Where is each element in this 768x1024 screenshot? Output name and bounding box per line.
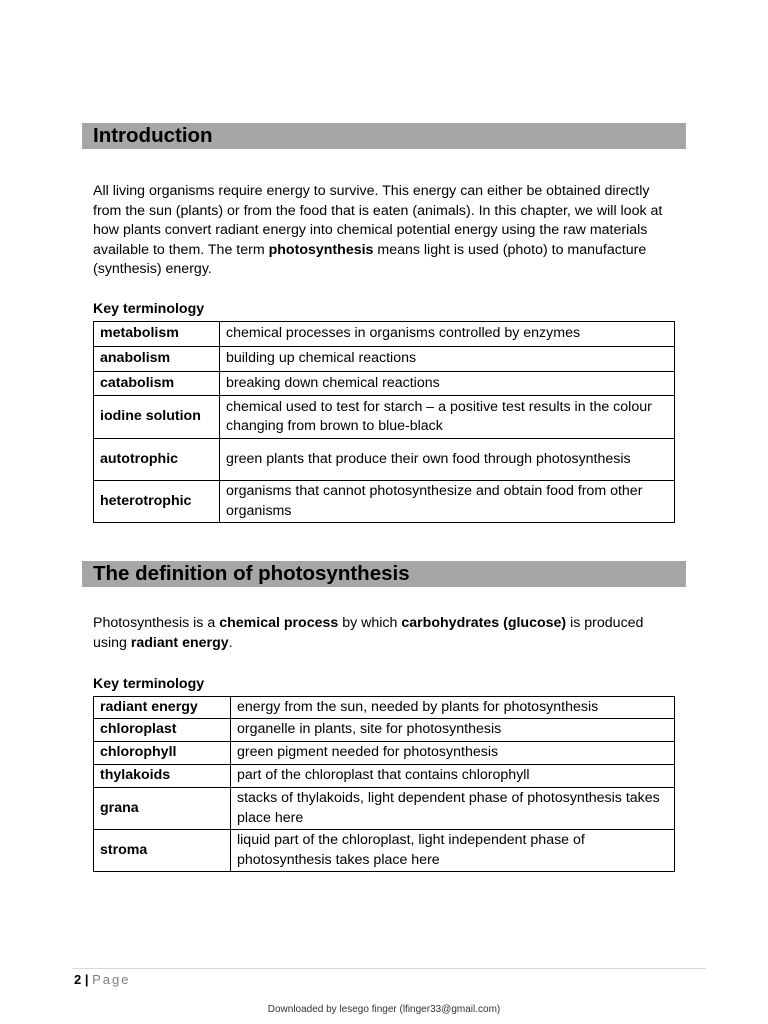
definition-bold-term: chemical process xyxy=(219,615,339,631)
definition-text: is produced using xyxy=(93,615,644,651)
definition-text: . xyxy=(228,634,233,651)
term-cell: stroma xyxy=(94,830,231,872)
term-cell: metabolism xyxy=(94,322,220,347)
intro-paragraph xyxy=(93,182,677,280)
table-row xyxy=(94,765,675,788)
definition-cell: green plants that produce their own food through photosynthesis xyxy=(220,439,675,481)
table-row xyxy=(94,347,675,372)
definition-cell: building up chemical reactions xyxy=(220,347,675,372)
table-row xyxy=(94,481,675,523)
term-cell: catabolism xyxy=(94,372,220,396)
key-terminology-table xyxy=(93,321,675,523)
key-terminology-label: Key terminology xyxy=(93,676,205,692)
definition-bold-term: radiant energy xyxy=(130,634,229,651)
intro-text: means light is used (photo) to manufacture (synthesis) energy. xyxy=(93,241,647,277)
table-row xyxy=(94,697,675,719)
term-cell: anabolism xyxy=(94,347,220,372)
download-attribution: Downloaded by lesego finger (lfinger33@gmail.com) xyxy=(267,1004,501,1015)
page-word: Page xyxy=(92,972,131,987)
term-cell: grana xyxy=(94,788,231,830)
definition-paragraph xyxy=(93,614,677,653)
table-row xyxy=(94,396,675,439)
table-row xyxy=(94,742,675,765)
table-row xyxy=(94,719,675,742)
page-number: 2 xyxy=(74,972,82,987)
definition-bold-term: carbohydrates (glucose) xyxy=(401,615,567,631)
definition-cell: breaking down chemical reactions xyxy=(220,372,675,396)
definition-cell: energy from the sun, needed by plants for photosynthesis xyxy=(231,697,675,719)
table-row xyxy=(94,439,675,481)
term-cell: thylakoids xyxy=(94,765,231,788)
table-row xyxy=(94,830,675,872)
key-terminology-label: Key terminology xyxy=(93,301,205,317)
definition-cell: organisms that cannot photosynthesize and obtain food from other organisms xyxy=(220,481,675,523)
section-heading-introduction: Introduction xyxy=(82,123,686,149)
page-separator: | xyxy=(81,972,93,987)
term-cell: chloroplast xyxy=(94,719,231,742)
table-row xyxy=(94,788,675,830)
definition-cell: chemical used to test for starch – a positive test results in the colour changing from brown to blue-black xyxy=(220,396,675,439)
definition-cell: organelle in plants, site for photosynthesis xyxy=(231,719,675,742)
key-terminology-table xyxy=(93,696,675,872)
definition-cell: chemical processes in organisms controlled by enzymes xyxy=(220,322,675,347)
definition-text: Photosynthesis is a xyxy=(93,615,220,631)
footer-divider xyxy=(72,968,706,969)
intro-bold-photosynthesis: photosynthesis xyxy=(268,241,374,258)
table-row xyxy=(94,372,675,396)
term-cell: iodine solution xyxy=(94,396,220,439)
term-cell: radiant energy xyxy=(94,697,231,719)
term-cell: autotrophic xyxy=(94,439,220,481)
definition-cell: part of the chloroplast that contains chlorophyll xyxy=(231,765,675,788)
intro-text: All living organisms require energy to survive. This energy can either be obtained directly from the sun (plants) or from the food that is eaten (animals). In this chapter, we will look at how plants convert radiant energy into chemical potential energy using the raw materials available to them. The term xyxy=(93,183,663,258)
table-row xyxy=(94,322,675,347)
section-heading-definition: The definition of photosynthesis xyxy=(82,561,686,587)
definition-cell: stacks of thylakoids, light dependent phase of photosynthesis takes place here xyxy=(231,788,675,830)
term-cell: chlorophyll xyxy=(94,742,231,765)
term-cell: heterotrophic xyxy=(94,481,220,523)
definition-text: by which xyxy=(338,615,402,631)
definition-cell: liquid part of the chloroplast, light independent phase of photosynthesis takes place here xyxy=(231,830,675,872)
definition-cell: green pigment needed for photosynthesis xyxy=(231,742,675,765)
page-number-footer xyxy=(74,971,130,988)
